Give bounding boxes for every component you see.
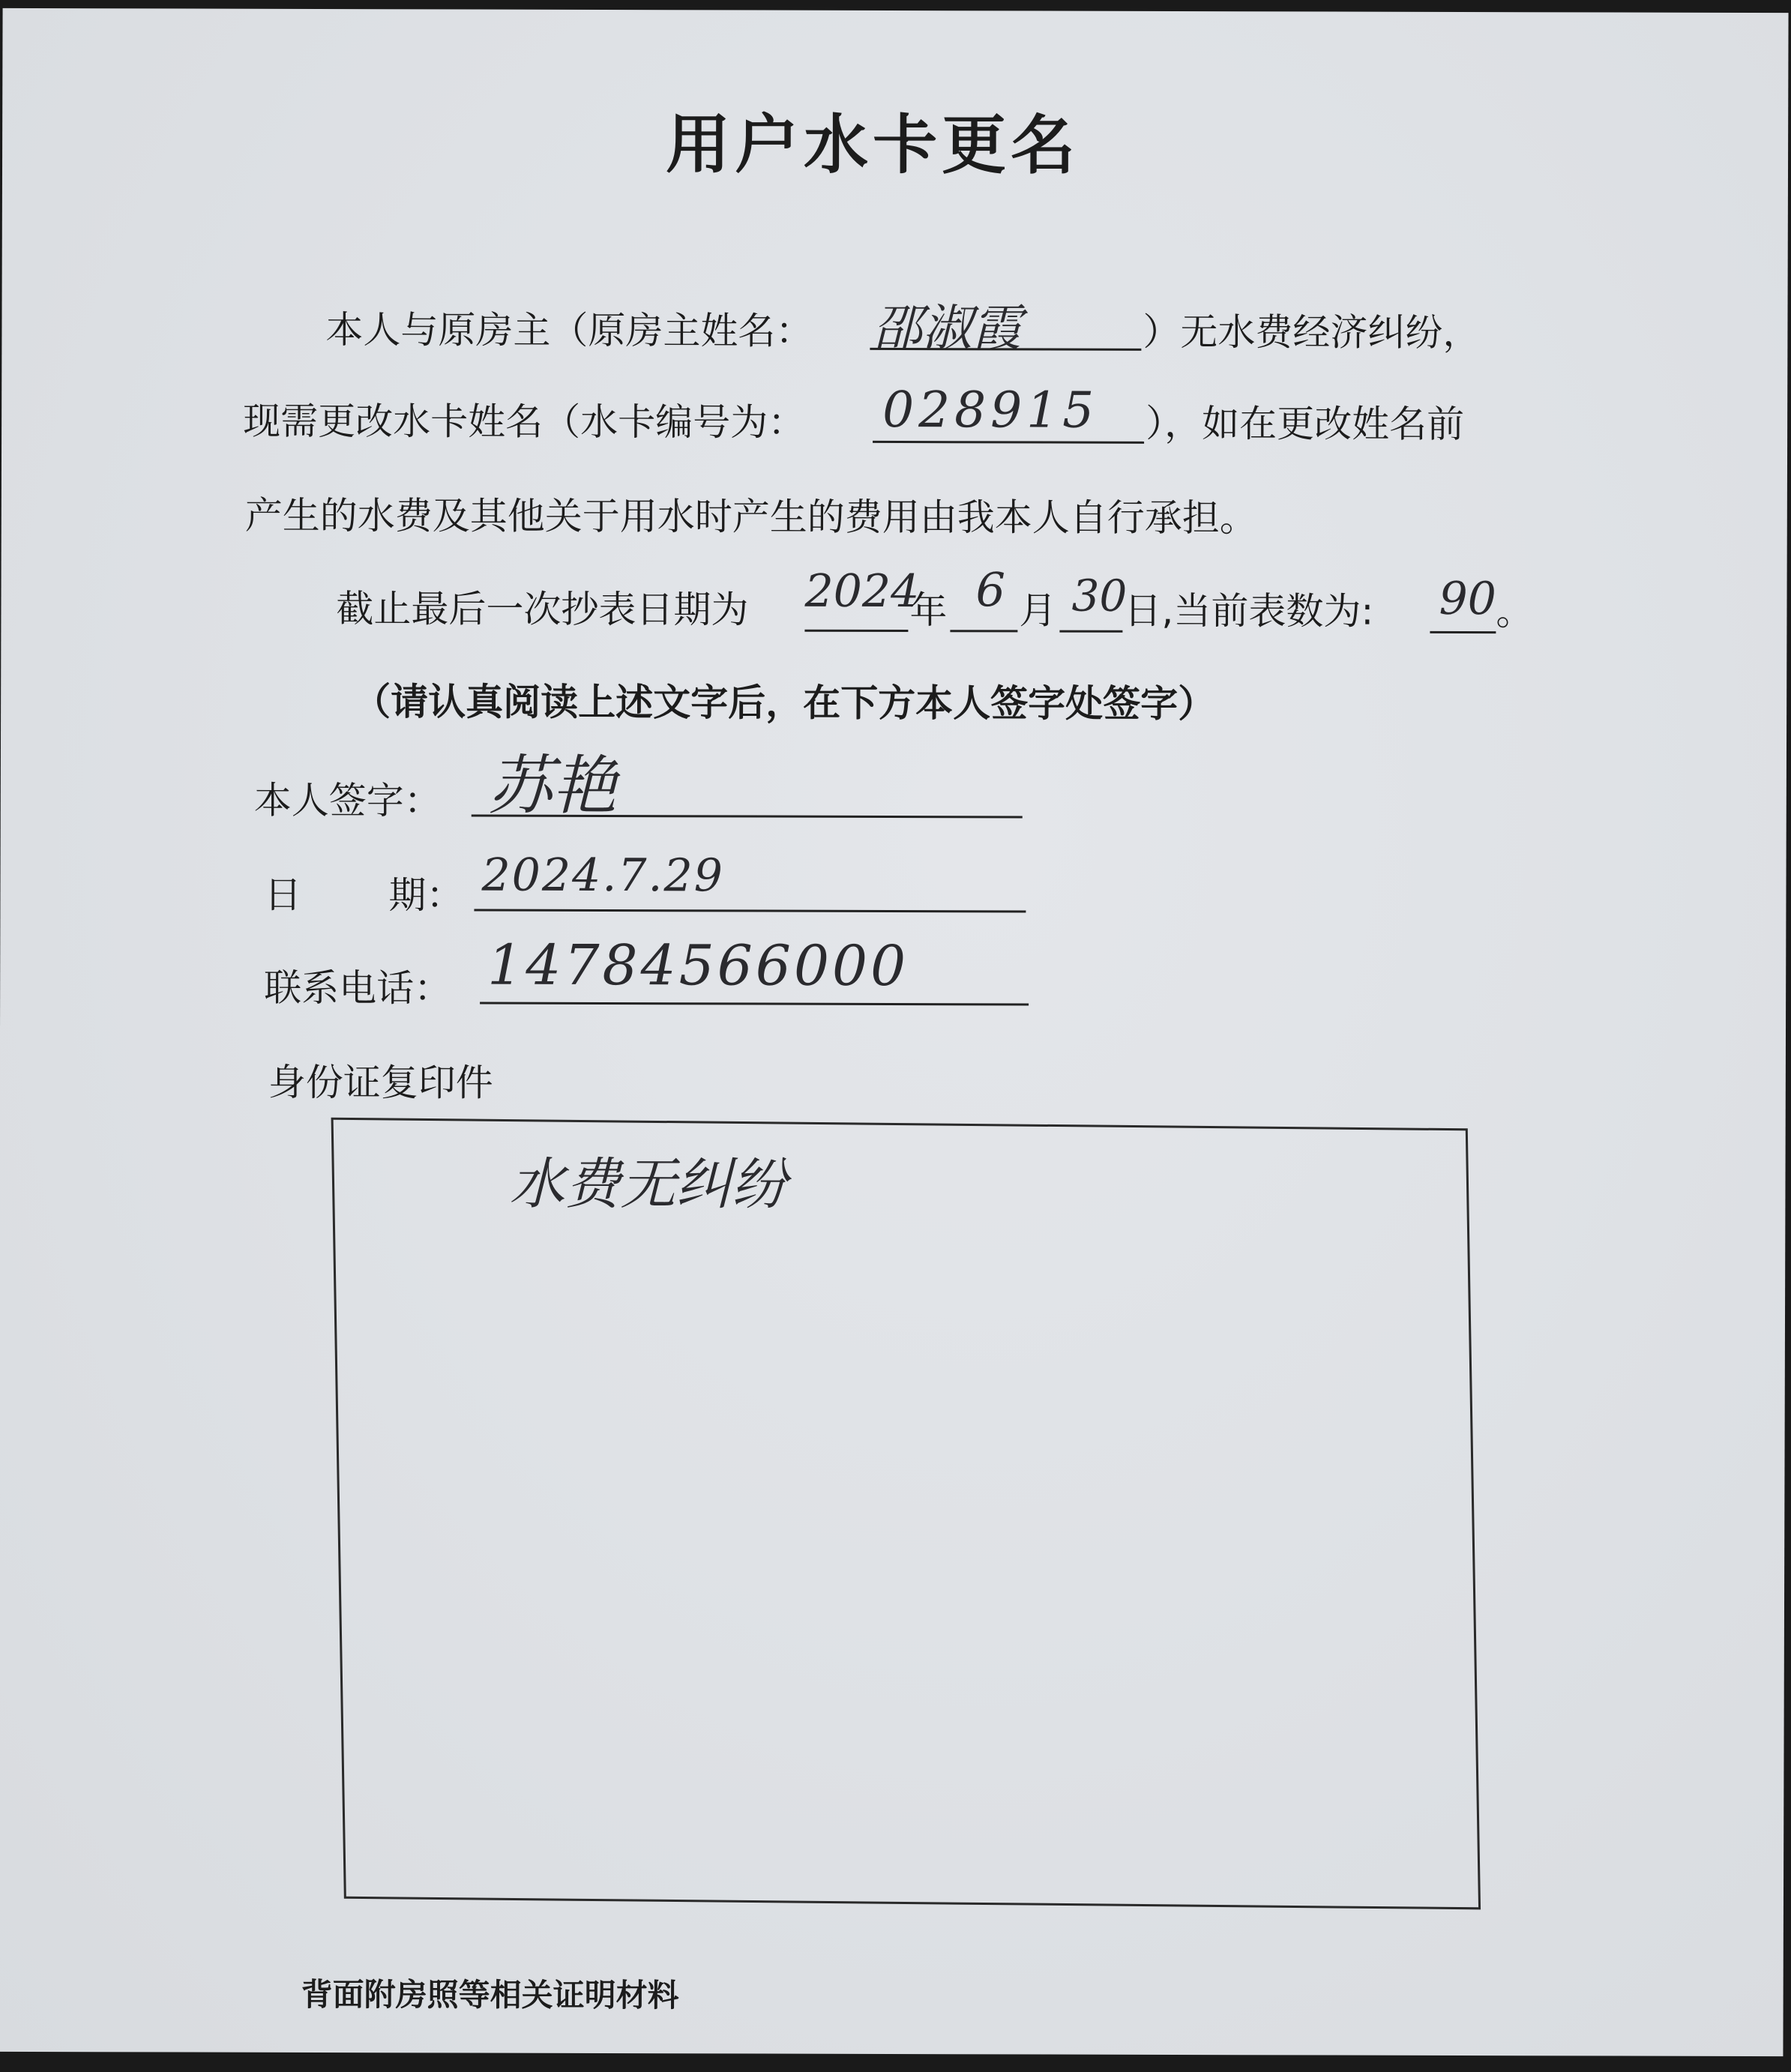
handwritten-box-note: 水费无纠纷 [509, 1151, 787, 1217]
handwritten-signature: 苏艳 [487, 748, 617, 825]
para1-line2-suffix: ），如在更改姓名前 [1146, 401, 1465, 446]
handwritten-meter-reading: 90 [1439, 572, 1496, 626]
year-unit: 年 [909, 588, 948, 633]
document-page [0, 8, 1789, 2056]
handwritten-phone: 14784566000 [487, 933, 909, 999]
month-unit: 月 [1019, 588, 1057, 633]
handwritten-owner-name: 邵淑霞 [873, 298, 1022, 358]
handwritten-card-number: 028915 [882, 380, 1099, 439]
reading-prefix: 截止最后一次抄表日期为 [336, 587, 749, 632]
handwritten-month: 6 [975, 562, 1006, 618]
id-copy-label: 身份证复印件 [268, 1060, 493, 1105]
para1-line2-prefix: 现需更改水卡姓名（水卡编号为： [243, 399, 806, 445]
para1-line1-prefix: 本人与原房主（原房主姓名： [325, 308, 813, 353]
reading-end: 。 [1496, 590, 1534, 634]
footer-note: 背面附房照等相关证明材料 [301, 1975, 679, 2014]
handwritten-day: 30 [1071, 570, 1128, 621]
para1-line1-suffix: ）无水费经济纠纷， [1143, 310, 1481, 355]
id-copy-box [331, 1118, 1481, 1910]
date-label-char2: 期： [388, 873, 464, 918]
phone-label: 联系电话： [264, 966, 452, 1011]
date-label-char1: 日 [264, 873, 302, 917]
para1-line3: 产生的水费及其他关于用水时产生的费用由我本人自行承担。 [244, 493, 1257, 540]
instruction-text: （请认真阅读上述文字后，在下方本人签字处签字） [353, 680, 1216, 726]
signature-label: 本人签字： [253, 778, 442, 823]
handwritten-date: 2024.7.29 [481, 849, 725, 903]
day-unit: 日,当前表数为: [1124, 588, 1374, 633]
document-title: 用户水卡更名 [665, 107, 1080, 184]
handwritten-year: 2024 [804, 564, 920, 618]
